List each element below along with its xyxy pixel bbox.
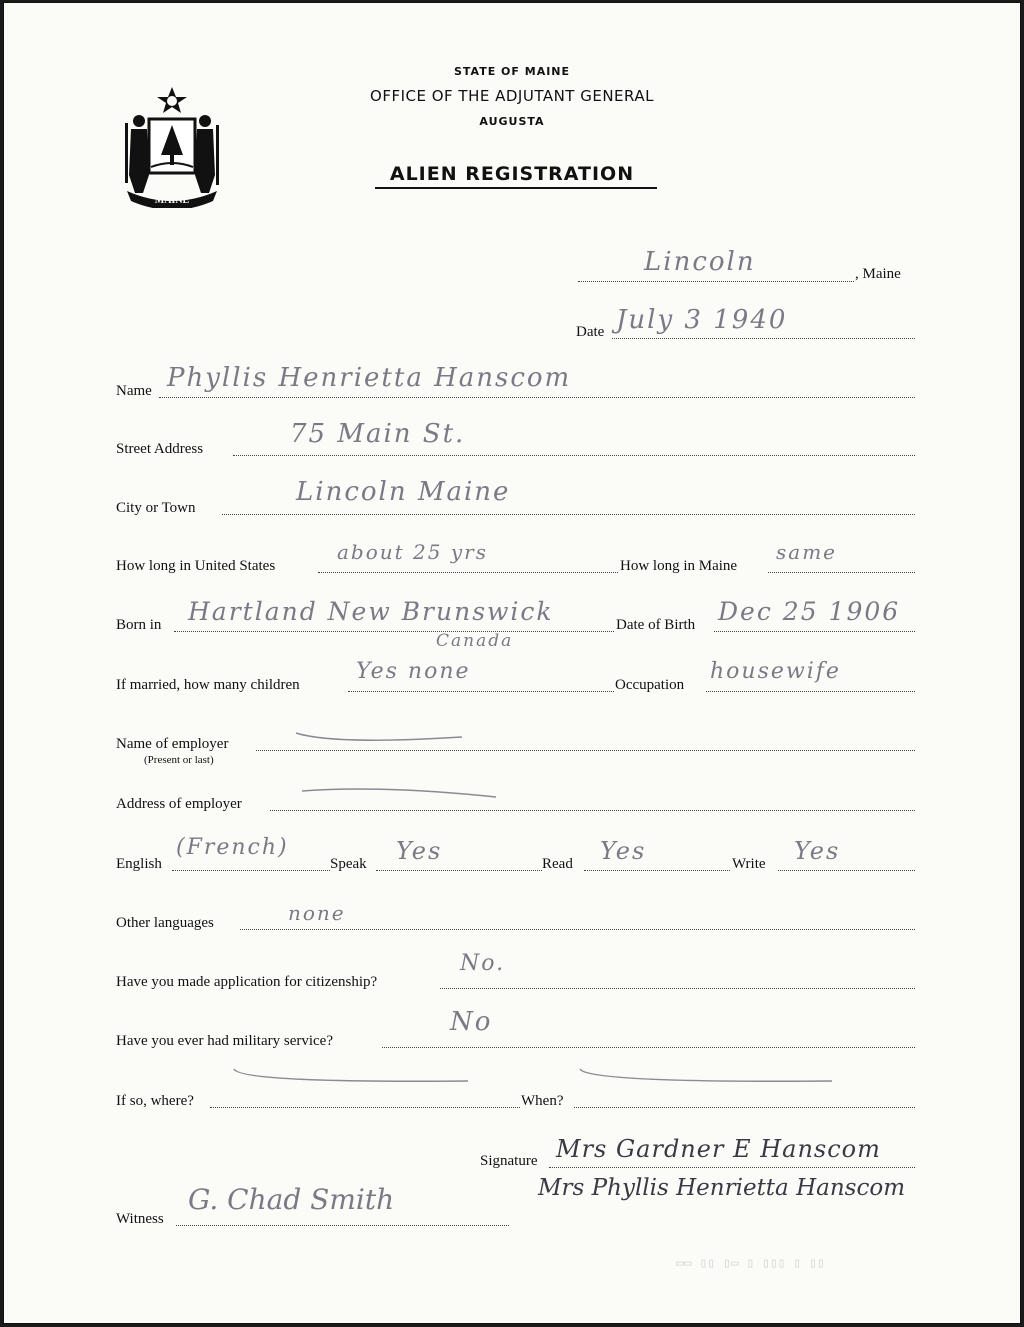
place-line — [578, 281, 854, 282]
employer-address-line — [270, 810, 915, 811]
english-line — [172, 870, 330, 871]
other-lang-entry: none — [288, 901, 346, 925]
street-label: Street Address — [116, 441, 204, 457]
write-label: Write — [732, 856, 766, 872]
dob-label: Date of Birth — [616, 617, 696, 633]
witness-line — [176, 1225, 509, 1226]
name-line — [159, 397, 915, 398]
title-underline — [375, 187, 657, 189]
born-country-entry: Canada — [436, 631, 514, 651]
military-line — [382, 1047, 915, 1048]
city-label: City or Town — [116, 500, 196, 516]
registration-form — [3, 2, 1021, 1324]
how-long-maine-label: How long in Maine — [620, 558, 738, 574]
place-suffix-label: , Maine — [855, 266, 901, 282]
where-line — [210, 1107, 520, 1108]
city-entry: Lincoln Maine — [296, 477, 511, 507]
faint-stamp-mark: ▭▭ ▯▯ ▯▭ ▯ ▯▯▯ ▯ ▯▯ — [676, 1256, 825, 1271]
date-line — [612, 338, 915, 339]
when-label: When? — [521, 1093, 564, 1109]
speak-entry: Yes — [396, 837, 443, 865]
employer-address-label: Address of employer — [116, 796, 242, 812]
born-entry: Hartland New Brunswick — [188, 597, 554, 626]
how-long-maine-line — [768, 572, 915, 573]
how-long-us-entry: about 25 yrs — [337, 540, 488, 564]
citizenship-label: Have you made application for citizenship? — [116, 974, 378, 990]
how-long-us-label: How long in United States — [116, 558, 276, 574]
signature-line — [549, 1167, 915, 1168]
form-title: ALIEN REGISTRATION — [389, 163, 635, 185]
name-label: Name — [116, 383, 152, 399]
where-dash-mark — [230, 1065, 470, 1089]
signature-entry-secondary: Mrs Phyllis Henrietta Hanscom — [538, 1175, 906, 1201]
english-label: English — [116, 856, 162, 872]
city-heading: AUGUSTA — [479, 115, 545, 128]
date-entry: July 3 1940 — [616, 305, 788, 335]
citizenship-line — [440, 988, 915, 989]
speak-line — [376, 870, 542, 871]
office-heading: OFFICE OF THE ADJUTANT GENERAL — [370, 87, 654, 105]
occupation-label: Occupation — [615, 677, 685, 693]
read-label: Read — [542, 856, 573, 872]
read-entry: Yes — [600, 837, 647, 865]
employer-sub-label: (Present or last) — [144, 754, 214, 766]
signature-label: Signature — [480, 1153, 538, 1169]
military-label: Have you ever had military service? — [116, 1033, 333, 1049]
english-entry: (French) — [176, 835, 289, 860]
married-line — [348, 691, 614, 692]
how-long-us-line — [318, 572, 618, 573]
witness-signature: G. Chad Smith — [188, 1183, 395, 1216]
employer-dash-mark — [294, 727, 464, 747]
born-label: Born in — [116, 617, 162, 633]
how-long-maine-entry: same — [776, 540, 837, 564]
where-label: If so, where? — [116, 1093, 194, 1109]
when-line — [574, 1107, 915, 1108]
citizenship-entry: No. — [460, 951, 506, 976]
signature-entry-primary: Mrs Gardner E Hanscom — [556, 1135, 881, 1163]
born-line — [174, 631, 614, 632]
seal-banner-text: MAINE — [154, 195, 190, 206]
state-heading: STATE OF MAINE — [453, 65, 571, 78]
date-label: Date — [576, 324, 605, 340]
employer-label: Name of employer — [116, 736, 229, 752]
write-line — [778, 870, 915, 871]
write-entry: Yes — [794, 837, 841, 865]
city-line — [222, 514, 915, 515]
speak-label: Speak — [330, 856, 367, 872]
employer-address-dash-mark — [300, 781, 500, 801]
military-entry: No — [450, 1007, 493, 1037]
occupation-line — [706, 691, 915, 692]
other-lang-line — [240, 929, 915, 930]
dob-line — [714, 631, 915, 632]
dob-entry: Dec 25 1906 — [718, 597, 901, 626]
when-dash-mark — [576, 1065, 836, 1089]
name-entry: Phyllis Henrietta Hanscom — [167, 363, 572, 393]
married-entry: Yes none — [356, 659, 471, 684]
read-line — [584, 870, 730, 871]
witness-label: Witness — [116, 1211, 164, 1227]
street-line — [233, 455, 915, 456]
place-entry: Lincoln — [644, 247, 756, 277]
employer-line — [256, 750, 915, 751]
other-lang-label: Other languages — [116, 915, 214, 931]
street-entry: 75 Main St. — [290, 419, 466, 449]
occupation-entry: housewife — [710, 659, 841, 684]
married-label: If married, how many children — [116, 677, 300, 693]
